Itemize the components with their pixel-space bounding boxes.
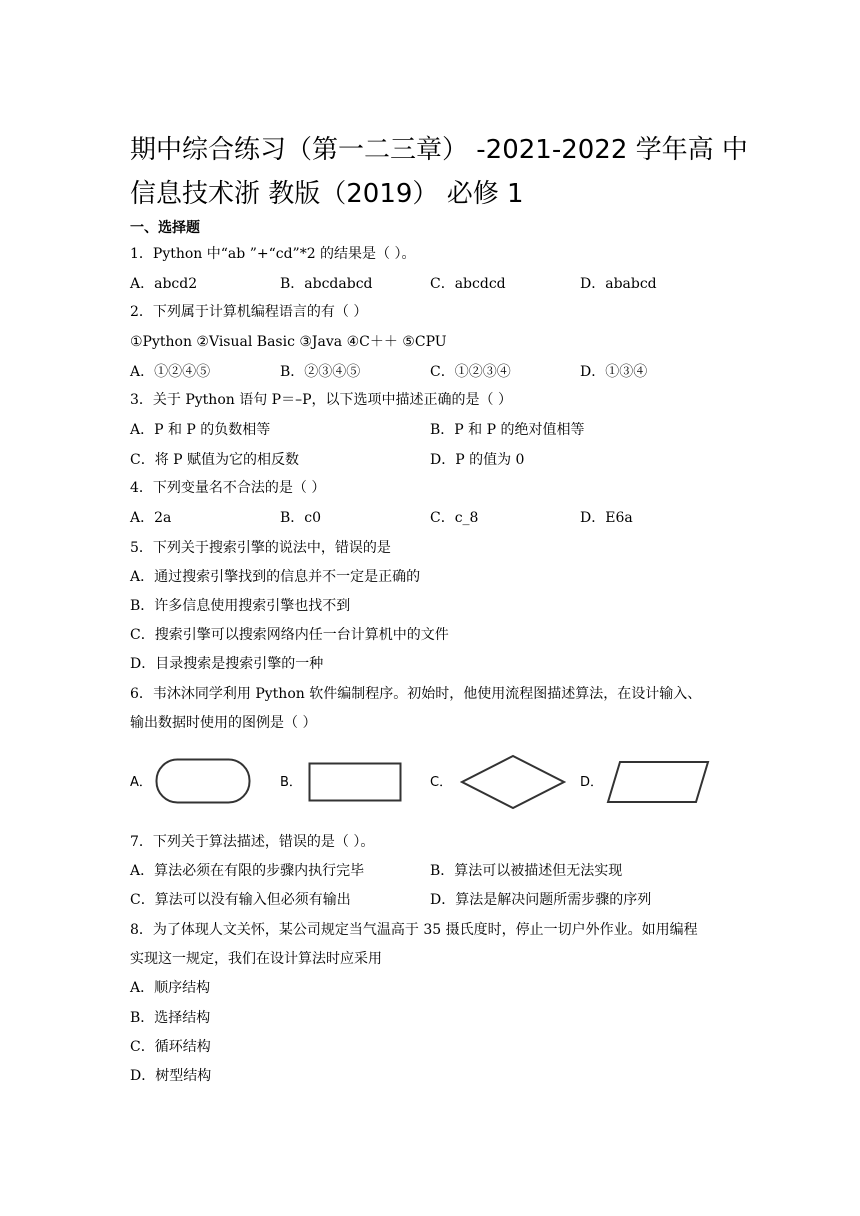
question-4-option-d: D．E6a: [580, 510, 633, 526]
question-2-items: ①Python ②Visual Basic ③Java ④C＋＋ ⑤CPU: [130, 334, 447, 350]
question-7-option-d: D．算法是解决问题所需步骤的序列: [430, 892, 652, 908]
question-8-option-b: B．选择结构: [130, 1010, 211, 1026]
question-1-stem: 1．Python 中“ab ”+“cd”*2 的结果是（ ）。: [130, 246, 416, 262]
question-2-stem: 2．下列属于计算机编程语言的有（ ）: [130, 304, 368, 320]
question-6-option-b: B．: [280, 775, 302, 790]
question-3-option-c: C．将 P 赋值为它的相反数: [130, 452, 300, 468]
question-7-option-b: B．算法可以被描述但无法实现: [430, 863, 623, 879]
question-3-option-d: D．P 的值为 0: [430, 452, 525, 468]
rectangle-shape: [308, 762, 402, 802]
rounded-rectangle-shape: [155, 758, 251, 804]
question-2-option-b: B．②③④⑤: [280, 364, 361, 380]
question-8-stem-line-1: 8．为了体现人文关怀，某公司规定当气温高于 35 摄氏度时，停止一切户外作业。如用编程: [130, 922, 698, 938]
question-4-option-a: A．2a: [130, 510, 172, 526]
question-6-option-d: D．: [580, 775, 604, 790]
question-8-stem-line-2: 实现这一规定，我们在设计算法时应采用: [130, 951, 382, 967]
question-2-option-a: A．①②④⑤: [130, 364, 211, 380]
question-1-option-a: A．abcd2: [130, 276, 198, 292]
question-4-option-b: B．c0: [280, 510, 322, 526]
question-1-option-c: C．abcdcd: [430, 276, 506, 292]
question-7-option-a: A．算法必须在有限的步骤内执行完毕: [130, 863, 365, 879]
question-7-option-c: C．算法可以没有输入但必须有输出: [130, 892, 351, 908]
question-5-option-b: B．许多信息使用搜索引擎也找不到: [130, 598, 351, 614]
question-6-option-a: A．: [130, 775, 152, 790]
question-3-stem: 3．关于 Python 语句 P＝–P，以下选项中描述正确的是（ ）: [130, 392, 512, 408]
question-4-option-c: C．c_8: [430, 510, 479, 526]
question-7-stem: 7．下列关于算法描述，错误的是（ ）。: [130, 834, 375, 850]
document-title-line-1: 期中综合练习（第一二三章） -2021-2022 学年高 中: [130, 135, 748, 165]
question-8-option-c: C．循环结构: [130, 1039, 211, 1055]
question-5-option-d: D．目录搜索是搜索引擎的一种: [130, 656, 324, 672]
question-1-option-d: D．ababcd: [580, 276, 657, 292]
question-8-option-a: A．顺序结构: [130, 980, 211, 996]
document-title-line-2: 信息技术浙 教版（2019） 必修 1: [130, 179, 524, 209]
question-1-option-b: B．abcdabcd: [280, 276, 373, 292]
question-3-option-a: A．P 和 P 的负数相等: [130, 422, 271, 438]
question-5-stem: 5．下列关于搜索引擎的说法中，错误的是: [130, 540, 391, 556]
question-2-option-c: C．①②③④: [430, 364, 511, 380]
question-8-option-d: D．树型结构: [130, 1068, 212, 1084]
question-4-stem: 4．下列变量名不合法的是（ ）: [130, 480, 326, 496]
section-heading: 一、选择题: [130, 220, 200, 236]
question-5-option-a: A．通过搜索引擎找到的信息并不一定是正确的: [130, 569, 421, 585]
question-3-option-b: B．P 和 P 的绝对值相等: [430, 422, 585, 438]
question-2-option-d: D．①③④: [580, 364, 648, 380]
diamond-shape: [460, 754, 566, 810]
question-6-stem-line-1: 6．韦沐沐同学利用 Python 软件编制程序。初始时，他使用流程图描述算法，在设计输入、: [130, 686, 702, 702]
question-6-stem-line-2: 输出数据时使用的图例是（ ）: [130, 715, 317, 731]
question-6-option-c: C．: [430, 775, 453, 790]
parallelogram-shape: [606, 760, 710, 804]
question-5-option-c: C．搜索引擎可以搜索网络内任一台计算机中的文件: [130, 627, 449, 643]
